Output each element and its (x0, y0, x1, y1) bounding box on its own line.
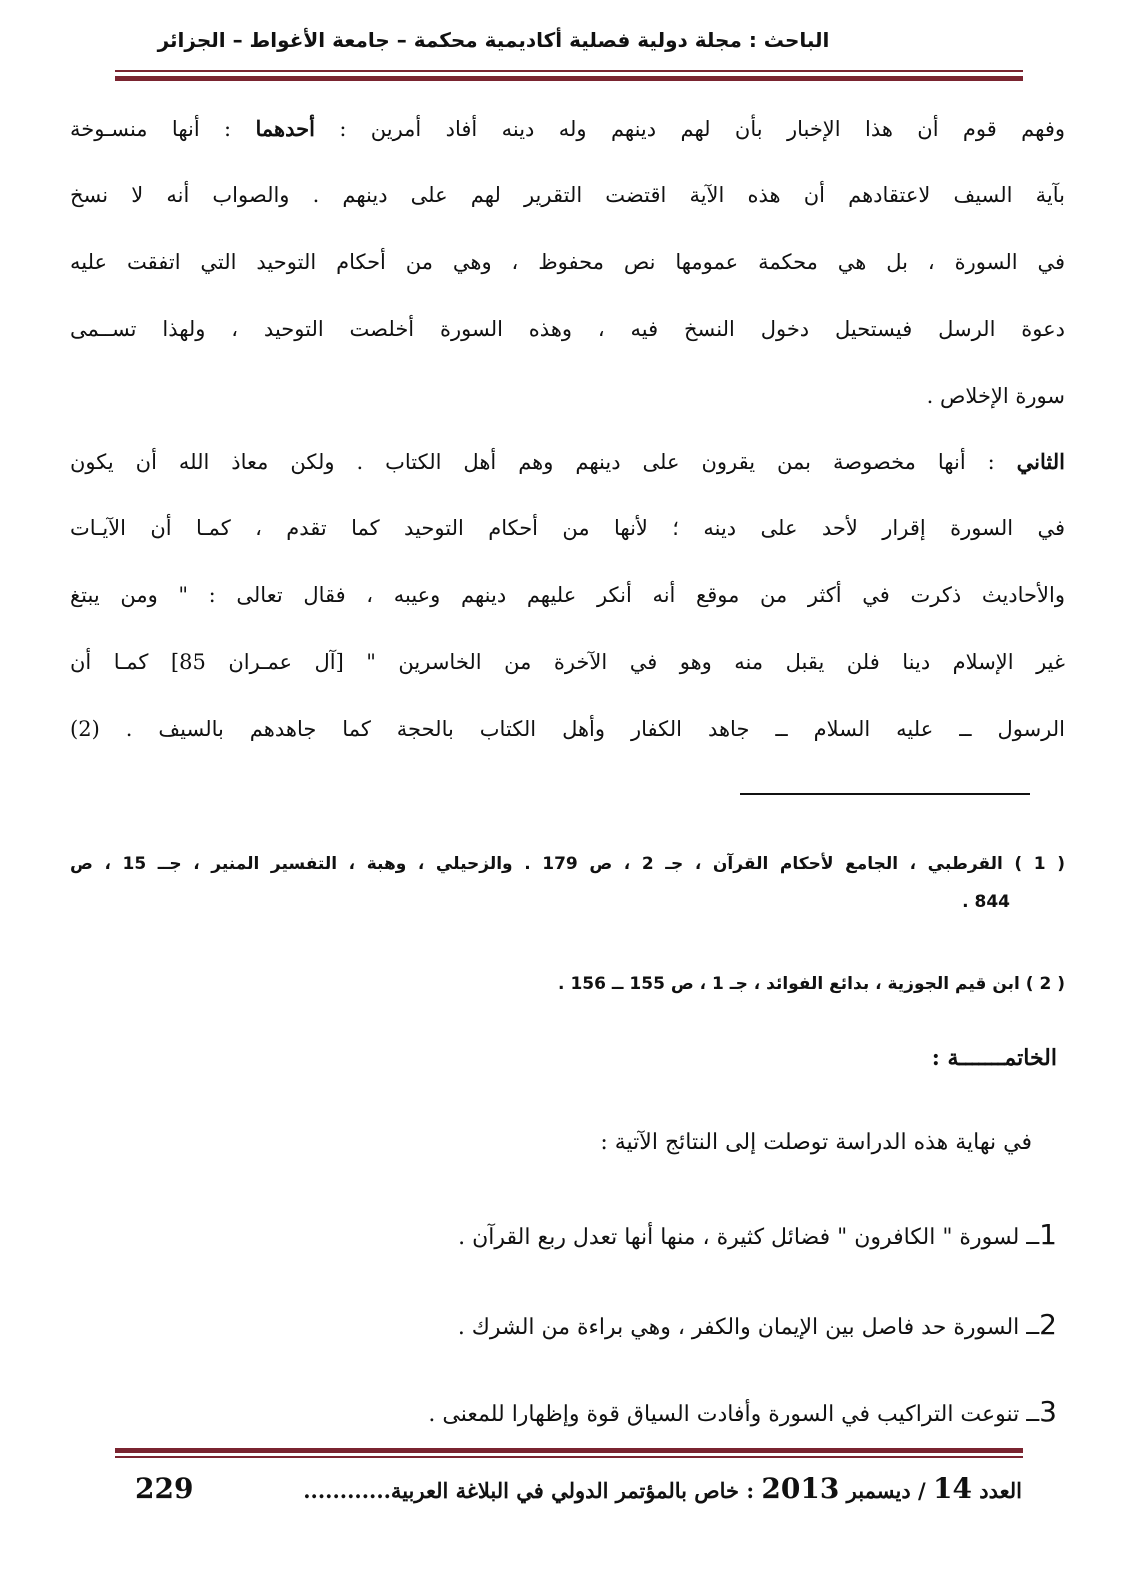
result-number: 2 (1039, 1308, 1057, 1341)
conclusion-intro: في نهاية هذه الدراسة توصلت إلى النتائج الآتية : (600, 1130, 1032, 1155)
paragraph-2-line: الرسول ــ عليه السلام ــ جاهد الكفار وأهل الكتاب بالحجة كما جاهدهم بالسيف . (2) (70, 717, 1065, 741)
result-number: 1 (1039, 1218, 1057, 1251)
bold-term: الثاني (1016, 449, 1065, 474)
paragraph-1-line: سورة الإخلاص . (926, 384, 1065, 408)
text-segment: : أنها مخصوصة بمن يقرون على دينهم وهم أهل الكتاب . ولكن معاذ الله أن يكون (70, 450, 1017, 474)
issue-label: العدد (979, 1478, 1022, 1503)
result-text: ــ تنوعت التراكيب في السورة وأفادت السياق قوة وإظهارا للمعنى . (428, 1402, 1040, 1427)
paragraph-1-line: دعوة الرسل فيستحيل دخول النسخ فيه ، وهذه السورة أخلصت التوحيد ، ولهذا تســمى (70, 317, 1065, 341)
paragraph-2 (70, 428, 1065, 763)
page-number: 229 (135, 1472, 194, 1505)
footnote-line: ( 2 ) ابن قيم الجوزية ، بدائع الفوائد ، جـ 1 ، ص 155 ــ 156 . (558, 974, 1065, 994)
paragraph-1-line (70, 95, 1065, 162)
footnote-line: 844 . (962, 892, 1010, 912)
issue-number: 14 (932, 1472, 972, 1505)
result-number: 3 (1039, 1395, 1057, 1428)
paragraph-2-line (70, 428, 1065, 495)
text-segment: : أنها منسـوخة (70, 117, 256, 141)
paragraph-2-line: والأحاديث ذكرت في أكثر من موقع أنه أنكر عليهم دينهم وعيبه ، فقال تعالى : " ومن يبتغ (70, 583, 1065, 607)
result-item (428, 1395, 1057, 1428)
paragraph-2-line: في السورة إقرار لأحد على دينه ؛ لأنها من أحكام التوحيد كما تقدم ، كمـا أن الآيـات (70, 516, 1065, 540)
header-rule-thick (115, 76, 1023, 81)
paragraph-1-line: بآية السيف لاعتقادهم أن هذه الآية اقتضت التقرير لهم على دينهم . والصواب أنه لا نسخ (70, 183, 1065, 207)
header-rule-thin (115, 70, 1023, 72)
result-item (458, 1218, 1057, 1251)
footnote-2 (70, 965, 1065, 1003)
journal-header-title: الباحث : مجلة دولية فصلية أكاديمية محكمة – جامعة الأغواط – الجزائر (157, 28, 830, 52)
result-item (458, 1308, 1057, 1341)
result-text: ــ لسورة " الكافرون " فضائل كثيرة ، منها أنها تعدل ربع القرآن . (458, 1225, 1040, 1250)
paragraph-1 (70, 95, 1065, 430)
result-text: ــ السورة حد فاصل بين الإيمان والكفر ، وهي براءة من الشرك . (457, 1315, 1040, 1340)
bold-term: أحدهما (255, 116, 315, 141)
footnote-1 (70, 845, 1065, 921)
paragraph-2-line: غير الإسلام دينا فلن يقبل منه وهو في الآخرة من الخاسرين " [آل عمـران 85] كمـا أن (70, 650, 1065, 674)
footnote-separator (740, 793, 1030, 795)
conclusion-heading: الخاتمـــــــة : (931, 1045, 1057, 1071)
text-segment: وفهم قوم أن هذا الإخبار بأن لهم دينهم وله دينه أفاد أمرين : (314, 117, 1065, 141)
footer-rule-thick (115, 1448, 1023, 1453)
footnote-line: ( 1 ) القرطبي ، الجامع لأحكام القرآن ، جـ 2 ، ص 179 . والزحيلي ، وهبة ، التفسير المنير ، جــ 15 ، ص (70, 854, 1065, 874)
footer-issue (303, 1472, 1022, 1505)
footer-rule-thin (115, 1456, 1023, 1458)
page-footer (135, 1472, 1022, 1505)
issue-year: 2013 (761, 1472, 840, 1505)
issue-month: / ديسمبر (846, 1478, 926, 1503)
paragraph-1-line: في السورة ، بل هي محكمة عمومها نص محفوظ ، وهي من أحكام التوحيد التي اتفقت عليه (70, 250, 1065, 274)
issue-special-note: : خاص بالمؤتمر الدولي في البلاغة العربية............ (303, 1478, 755, 1503)
